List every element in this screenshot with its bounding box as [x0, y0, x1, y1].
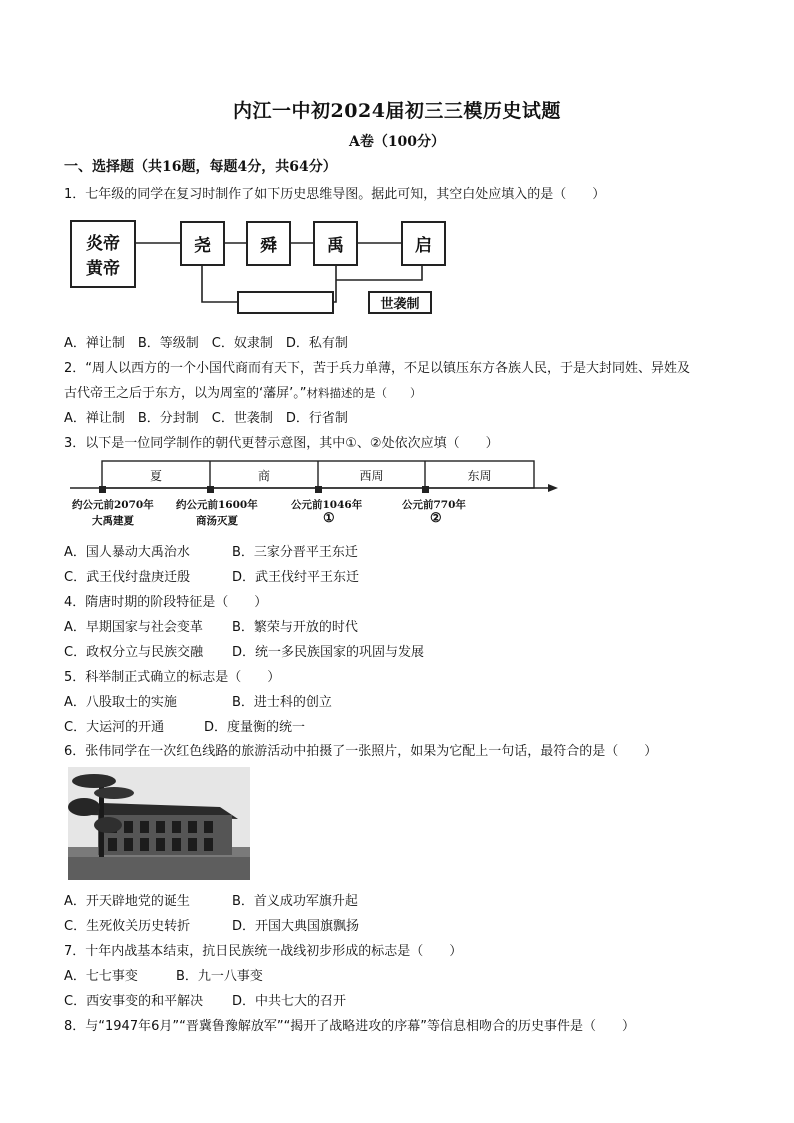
date-xia: 约公元前2070年	[72, 499, 154, 511]
q6-option-a: A．开天辟地党的诞生	[64, 894, 190, 909]
box-yao: 尧	[180, 221, 225, 266]
q2-question: 材料描述的是（ ）	[306, 386, 422, 400]
section-heading: 一、选择题（共16题，每题4分，共64分）	[64, 159, 337, 175]
box-shun: 舜	[246, 221, 291, 266]
q3-option-c: C．武王伐纣盘庚迁殷	[64, 570, 191, 585]
q4-option-a: A．早期国家与社会变革	[64, 620, 203, 635]
dynasty-western-zhou: 西周	[359, 469, 384, 483]
exam-subtitle: A卷（100分）	[348, 134, 446, 150]
q6-option-c: C．生死攸关历史转折	[64, 919, 191, 934]
exam-title: 内江一中初2024届初三三模历史试题	[233, 100, 561, 122]
q1-stem: 1．七年级的同学在复习时制作了如下历史思维导图。据此可知，其空白处应填入的是（ ）	[64, 187, 606, 202]
q7-option-b: B．九一八事变	[176, 969, 263, 984]
event-shang: 商汤灭夏	[196, 515, 238, 527]
q3-option-a: A．国人暴动大禹治水	[64, 545, 190, 560]
q5-option-d: D．度量衡的统一	[204, 720, 306, 735]
blank-marker-2: ②	[430, 511, 442, 526]
blank-marker-1: ①	[323, 511, 335, 526]
q3-option-d: D．武王伐纣平王东迁	[232, 570, 360, 585]
q5-option-c: C．大运河的开通	[64, 720, 165, 735]
q7-option-d: D．中共七大的召开	[232, 994, 347, 1009]
q6-option-b: B．首义成功军旗升起	[232, 894, 358, 909]
photo-illustration	[68, 767, 250, 880]
q4-stem: 4．隋唐时期的阶段特征是（ ）	[64, 595, 268, 610]
q2-options: A．禅让制 B．分封制 C．世袭制 D．行省制	[64, 411, 348, 426]
q6-stem: 6．张伟同学在一次红色线路的旅游活动中拍摄了一张照片，如果为它配上一句话，最符合的是（ ）	[64, 744, 658, 759]
q7-option-c: C．西安事变的和平解决	[64, 994, 204, 1009]
q3-stem: 3．以下是一位同学制作的朝代更替示意图，其中①、②处依次应填（ ）	[64, 436, 499, 451]
box-huangdi-text: 黄帝	[86, 259, 120, 279]
dynasty-shang: 商	[257, 469, 270, 483]
q1-options: A．禅让制 B．等级制 C．奴隶制 D．私有制	[64, 336, 348, 351]
q7-stem: 7．十年内战基本结束，抗日民族统一战线初步形成的标志是（ ）	[64, 944, 463, 959]
date-shang: 约公元前1600年	[176, 499, 258, 511]
q2-quote-end: 古代帝王之后于东方，以为周室的‘藩屏’。”	[64, 386, 307, 401]
blank-answer-box	[237, 291, 334, 314]
q3-option-b: B．三家分晋平王东迁	[232, 545, 358, 560]
date-eastern-zhou: 公元前770年	[402, 499, 466, 511]
dynasty-eastern-zhou: 东周	[467, 469, 492, 483]
box-yandi-huangdi	[70, 220, 136, 288]
dynasty-xia: 夏	[149, 469, 162, 483]
q4-option-c: C．政权分立与民族交融	[64, 645, 204, 660]
q5-option-b: B．进士科的创立	[232, 695, 332, 710]
box-hereditary-system: 世袭制	[368, 291, 432, 314]
q5-option-a: A．八股取士的实施	[64, 695, 177, 710]
q5-stem: 5．科举制正式确立的标志是（ ）	[64, 670, 281, 685]
historic-building-photo	[68, 767, 250, 880]
q4-option-d: D．统一多民族国家的巩固与发展	[232, 645, 425, 660]
q4-option-b: B．繁荣与开放的时代	[232, 620, 358, 635]
box-yandi-text: 炎帝	[86, 234, 120, 254]
box-qi: 启	[401, 221, 446, 266]
box-yu: 禹	[313, 221, 358, 266]
q2-stem-line2	[64, 382, 422, 401]
q2-stem-line1: 2．“周人以西方的一个小国代商而有天下，苦于兵力单薄，不足以镇压东方各族人民，于是大封同姓、异姓及	[64, 361, 691, 376]
q7-option-a: A．七七事变	[64, 969, 138, 984]
q8-stem: 8．与“1947年6月”“晋冀鲁豫解放军”“揭开了战略进攻的序幕”等信息相吻合的历史事件是（ ）	[64, 1019, 636, 1034]
event-xia: 大禹建夏	[92, 515, 134, 527]
date-western-zhou: 公元前1046年	[291, 499, 363, 511]
q6-option-d: D．开国大典国旗飘扬	[232, 919, 360, 934]
